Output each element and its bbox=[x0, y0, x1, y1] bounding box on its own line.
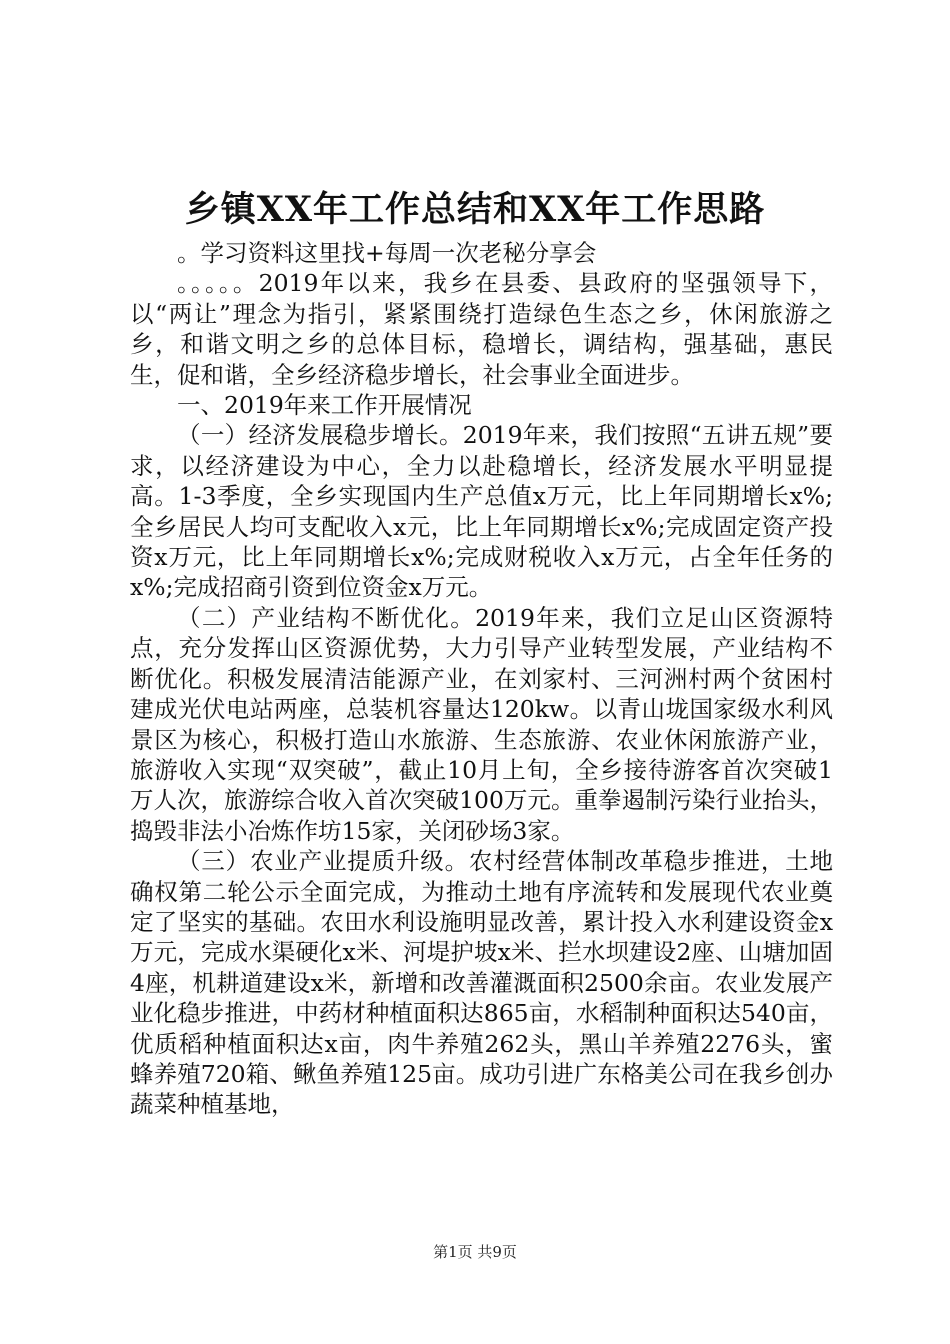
paragraph-agriculture: （三）农业产业提质升级。农村经营体制改革稳步推进，土地确权第二轮公示全面完成，为推动土地有序流转和发展现代农业奠定了坚实的基础。农田水利设施明显改善，累计投入水利建设资金x万元，完成水渠硬化x米、河堤护坡x米、拦水坝建设2座、山塘加固4座，机耕道建设x米，新增和改善灌溉面积2500余亩。农业发展产业化稳步推进，中药材种植面积达865亩，水稻制种面积达540亩，优质稻种植面积达x亩，肉牛养殖262头，黑山羊养殖2276头，蜜蜂养殖720箱、鳅鱼养殖125亩。成功引进广东格美公司在我乡创办蔬菜种植基地， bbox=[130, 847, 833, 1119]
paragraph-intro: 。。。。。2019年以来，我乡在县委、县政府的坚强领导下，以“两让”理念为指引，紧紧围绕打造绿色生态之乡，休闲旅游之乡，和谐文明之乡的总体目标，稳增长，调结构，强基础，惠民生，促和谐，全乡经济稳步增长，社会事业全面进步。 bbox=[130, 269, 833, 389]
page-total: 共9页 bbox=[477, 1243, 517, 1261]
page-footer bbox=[0, 1242, 950, 1262]
section-heading: 一、2019年来工作开展情况 bbox=[177, 391, 472, 420]
paragraph-note: 。学习资料这里找+每周一次老秘分享会 bbox=[177, 239, 597, 267]
paragraph-economy: （一）经济发展稳步增长。2019年来，我们按照“五讲五规”要求，以经济建设为中心，全力以赴稳增长，经济发展水平明显提高。1-3季度，全乡实现国内生产总值x万元，比上年同期增长x%;全乡居民人均可支配收入x元，比上年同期增长x%;完成固定资产投资x万元，比上年同期增长x%;完成财税收入x万元，占全年任务的x%;完成招商引资到位资金x万元。 bbox=[130, 421, 833, 602]
document-body bbox=[130, 238, 833, 1120]
document-title: 乡镇XX年工作总结和XX年工作思路 bbox=[184, 189, 766, 230]
paragraph-industry: （二）产业结构不断优化。2019年来，我们立足山区资源特点，充分发挥山区资源优势，大力引导产业转型发展，产业结构不断优化。积极发展清洁能源产业，在刘家村、三河洲村两个贫困村建成光伏电站两座，总装机容量达120kw。以青山垅国家级水利风景区为核心，积极打造山水旅游、生态旅游、农业休闲旅游产业，旅游收入实现“双突破”，截止10月上旬，全乡接待游客首次突破1万人次，旅游综合收入首次突破100万元。重拳遏制污染行业抬头，捣毁非法小冶炼作坊15家，关闭砂场3家。 bbox=[130, 603, 833, 845]
page-number: 第1页 bbox=[433, 1243, 473, 1261]
